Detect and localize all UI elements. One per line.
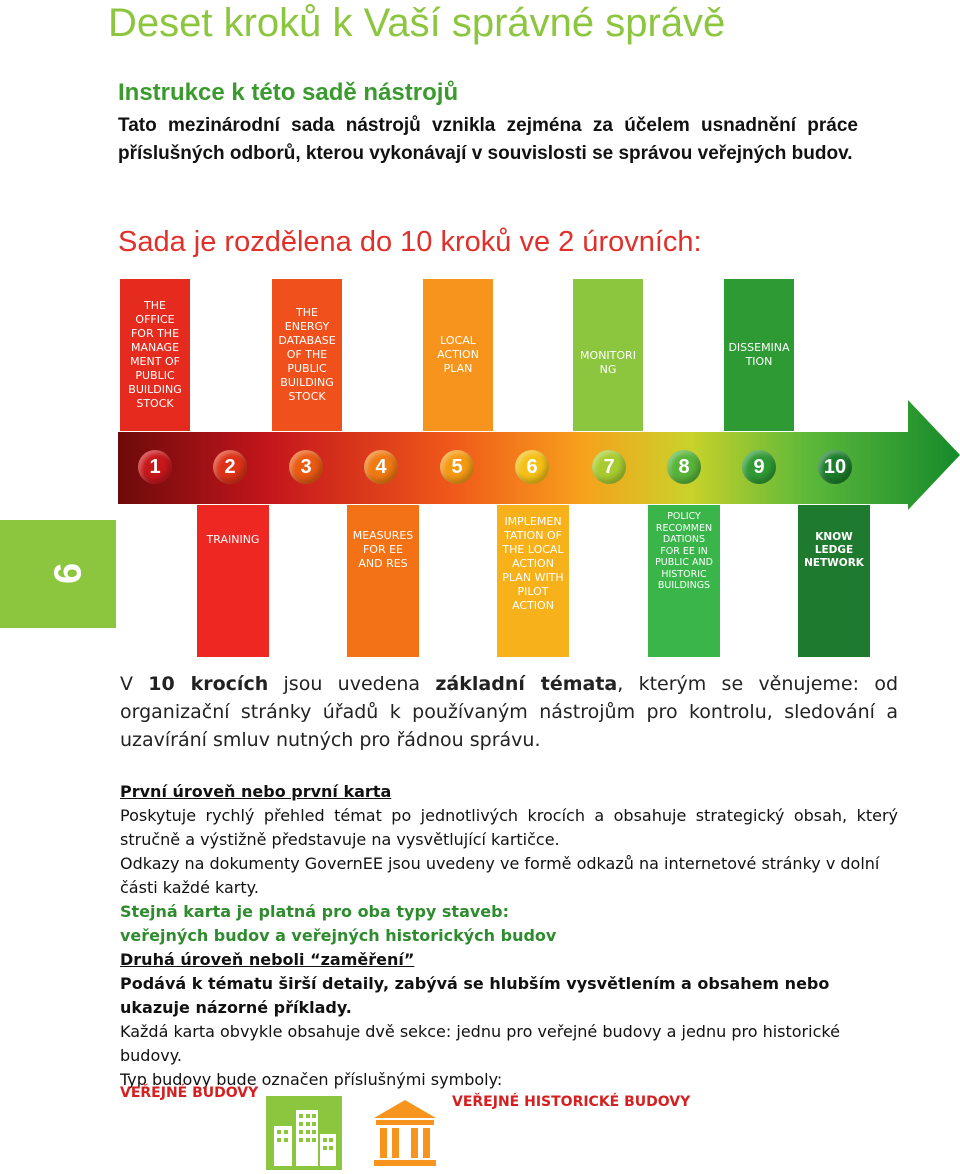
step-number-4: 4 xyxy=(364,450,398,484)
split-heading: Sada je rozdělena do 10 kroků ve 2 úrovních: xyxy=(118,226,702,258)
bottom-step-1: TRAINING xyxy=(197,505,269,657)
step-number-7: 7 xyxy=(592,450,626,484)
step-number-1: 1 xyxy=(138,450,172,484)
p1-bold: základní témata xyxy=(435,673,618,695)
top-step-5: DISSEMINA TION xyxy=(724,279,794,431)
step-number-5: 5 xyxy=(440,450,474,484)
level1-heading: První úroveň nebo první karta xyxy=(120,782,392,801)
same-card-text-2: veřejných budov a veřejných historických budov xyxy=(120,926,557,945)
public-buildings-label: VEŘEJNÉ BUDOVY xyxy=(120,1085,259,1101)
symbols-text: Typ budovy bude označen příslušnými symboly: xyxy=(120,1070,503,1089)
side-tab-number: 9 xyxy=(45,562,88,585)
p1-part: jsou uvedena xyxy=(268,673,436,695)
step-number-10: 10 xyxy=(818,450,852,484)
bottom-step-5: KNOW LEDGE NETWORK xyxy=(798,505,870,657)
top-step-2: THE ENERGY DATABASE OF THE PUBLIC BUILDING STOCK xyxy=(272,279,342,431)
step-number-6: 6 xyxy=(515,450,549,484)
step-number-8: 8 xyxy=(667,450,701,484)
intro-text: Tato mezinárodní sada nástrojů vznikla zejména za účelem usnadnění práce příslušných odborů, kterou vykonávají v souvislosti se správou veřejných budov. xyxy=(118,115,858,164)
level1-text: Poskytuje rychlý přehled témat po jednotlivých krocích a obsahuje strategický obsah, který stručně a výstižně představuje na vysvětlující kartičce. xyxy=(120,806,898,849)
level2-heading: Druhá úroveň neboli “zaměření” xyxy=(120,950,415,969)
bottom-step-3: IMPLEMEN TATION OF THE LOCAL ACTION PLAN WITH PILOT ACTION xyxy=(497,505,569,657)
top-step-3: LOCAL ACTION PLAN xyxy=(423,279,493,431)
bottom-step-4: POLICY RECOMMEN DATIONS FOR EE IN PUBLIC AND HISTORIC BUILDINGS xyxy=(648,505,720,657)
top-step-4: MONITORI NG xyxy=(573,279,643,431)
p1-part: , kterým se věnujeme: od organizační stránky úřadů k používaným nástrojům pro kontrolu, sledování a uzavírání smluv nutných pro řádnou správu. xyxy=(120,673,899,751)
step-number-3: 3 xyxy=(289,450,323,484)
sections-text: Každá karta obvykle obsahuje dvě sekce: jednu pro veřejné budovy a jednu pro historické budovy. xyxy=(120,1022,840,1065)
page-title: Deset kroků k Vaší správné správě xyxy=(108,1,726,45)
p1-bold: 10 krocích xyxy=(148,673,269,695)
subtitle: Instrukce k této sadě nástrojů xyxy=(118,79,459,106)
level2-text: Podává k tématu širší detaily, zabývá se hlubším vysvětlením a obsahem nebo ukazuje názorné příklady. xyxy=(120,974,830,1017)
levels-section xyxy=(120,780,898,1092)
summary-paragraph xyxy=(120,670,898,754)
same-card-text-1: Stejná karta je platná pro oba typy staveb: xyxy=(120,902,510,921)
step-number-9: 9 xyxy=(742,450,776,484)
links-text: Odkazy na dokumenty GovernEE jsou uvedeny ve formě odkazů na internetové stránky v dolní části každé karty. xyxy=(120,854,880,897)
bottom-step-2: MEASURES FOR EE AND RES xyxy=(347,505,419,657)
step-number-2: 2 xyxy=(213,450,247,484)
historic-building-icon xyxy=(372,1098,438,1168)
p1-part: V xyxy=(120,673,149,695)
top-step-1: THE OFFICE FOR THE MANAGE MENT OF PUBLIC BUILDING STOCK xyxy=(120,279,190,431)
historic-buildings-label: VEŘEJNÉ HISTORICKÉ BUDOVY xyxy=(452,1094,691,1110)
public-building-icon xyxy=(266,1096,342,1170)
